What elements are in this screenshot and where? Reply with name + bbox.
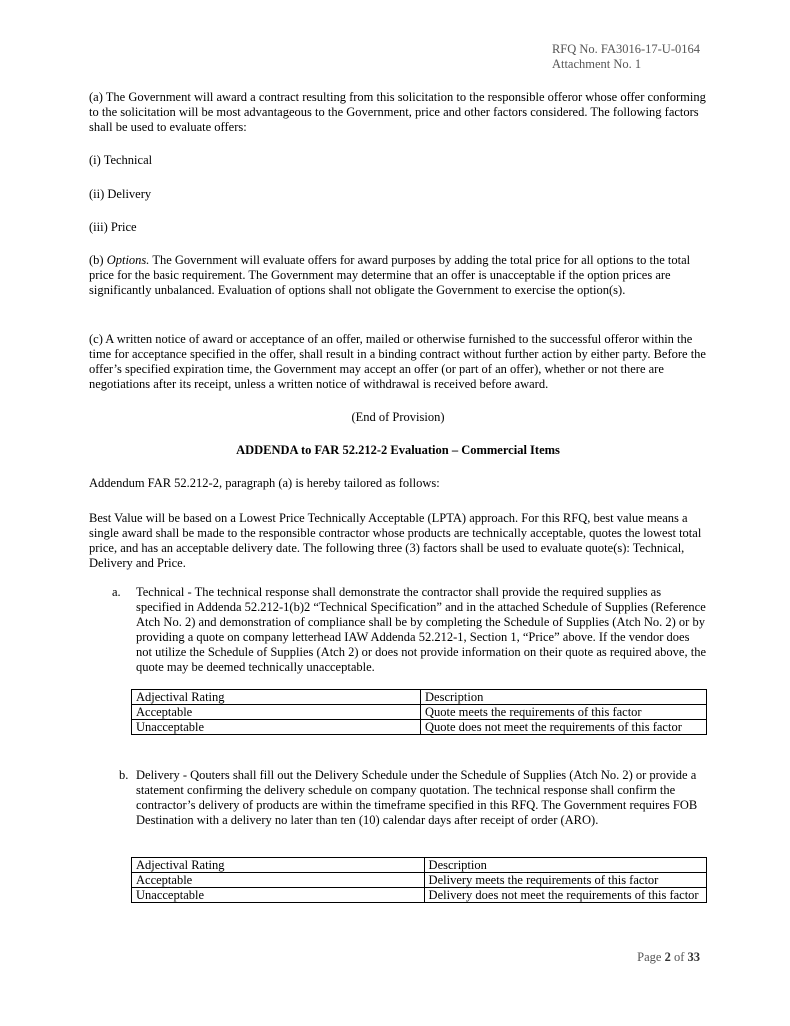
table-row (132, 873, 707, 888)
factor-delivery: (ii) Delivery (89, 187, 152, 201)
table-cell: Delivery meets the requirements of this factor (424, 873, 706, 888)
table-cell: Acceptable (132, 705, 421, 720)
end-of-provision: (End of Provision) (351, 410, 445, 424)
table-cell: Adjectival Rating (132, 690, 421, 705)
factor-technical: (i) Technical (89, 153, 153, 167)
paragraph-b-lead: (b) (89, 253, 107, 267)
technical-rating-table (131, 689, 707, 735)
page-word: Page (637, 950, 662, 964)
table-cell: Quote meets the requirements of this factor (421, 705, 707, 720)
factor-price: (iii) Price (89, 220, 137, 234)
of-word: of (673, 950, 685, 964)
table-cell: Delivery does not meet the requirements of this factor (424, 888, 706, 903)
page-total: 33 (687, 950, 700, 964)
table-cell: Description (424, 858, 706, 873)
paragraph-c: (c) A written notice of award or acceptance of an offer, mailed or otherwise furnished to the successful offeror within the time for acceptance specified in the offer, shall result in a binding contract without further action by either party. Before the offer’s specified expiration time, the Government may accept an offer (or part of an offer), whether or not there are negotiations after its receipt, unless a written notice of withdrawal is received before award. (89, 332, 706, 391)
paragraph-a: (a) The Government will award a contract resulting from this solicitation to the responsible offeror whose offer conforming to the solicitation will be most advantageous to the Government, price and other factors considered. The following factors shall be used to evaluate offers: (89, 90, 706, 134)
table-cell: Unacceptable (132, 720, 421, 735)
page-number: 2 (664, 950, 671, 964)
paragraph-b-text: The Government will evaluate offers for award purposes by adding the total price for all options to the total price for the basic requirement. The Government may determine that an offer is unacceptable if the option prices are significantly unbalanced. Evaluation of options shall not obligate the Government to exercise the option(s). (89, 253, 691, 297)
item-a-technical: Technical - The technical response shall demonstrate the contractor shall provide the required supplies as specified in Addenda 52.212-1(b)2 “Technical Specification” and in the attached Schedule of Supplies (Reference Atch No. 2) and demonstration of compliance shall be by completing the Schedule of Supplies (Atch No. 2) or by providing a quote on company letterhead IAW Addenda 52.212-1, Section 1, “Price” above. If the vendor does not utilize the Schedule of Supplies (Atch 2) or does not provide information on their quote as required above, the quote may be deemed technically unacceptable. (136, 585, 706, 674)
item-a-marker: a. (112, 585, 121, 599)
delivery-rating-table (131, 857, 707, 903)
table-row (132, 858, 707, 873)
table-row (132, 705, 707, 720)
table-row (132, 690, 707, 705)
paragraph-b-options: Options. (106, 253, 150, 267)
table-cell: Unacceptable (132, 888, 425, 903)
table-cell: Adjectival Rating (132, 858, 425, 873)
addenda-title: ADDENDA to FAR 52.212-2 Evaluation – Commercial Items (236, 443, 560, 457)
rfq-number: RFQ No. FA3016-17-U-0164 (551, 42, 700, 56)
table-cell: Acceptable (132, 873, 425, 888)
table-row (132, 720, 707, 735)
document-header (552, 42, 700, 72)
item-b-delivery: Delivery - Qouters shall fill out the Delivery Schedule under the Schedule of Supplies (Atch No. 2) or provide a statement confirming the delivery schedule on company quotation. The technical response shall confirm the contractor’s delivery of products are within the timeframe specified in this RFQ. The Government requires FOB Destination with a delivery no later than ten (10) calendar days after receipt of order (ARO). (136, 768, 698, 827)
item-b-marker: b. (119, 768, 129, 782)
page-footer (637, 950, 700, 965)
best-value-paragraph: Best Value will be based on a Lowest Price Technically Acceptable (LPTA) approach. For this RFQ, best value means a single award shall be made to the responsible contractor whose products are technically acceptable, quotes the lowest total price, and has an acceptable delivery date. The following three (3) factors shall be used to evaluate quote(s): Technical, Delivery and Price. (89, 511, 702, 570)
table-cell: Description (421, 690, 707, 705)
addendum-intro: Addendum FAR 52.212-2, paragraph (a) is hereby tailored as follows: (89, 476, 440, 490)
attachment-label: Attachment No. 1 (551, 57, 642, 71)
table-cell: Quote does not meet the requirements of this factor (421, 720, 707, 735)
paragraph-b (89, 253, 707, 298)
table-row (132, 888, 707, 903)
